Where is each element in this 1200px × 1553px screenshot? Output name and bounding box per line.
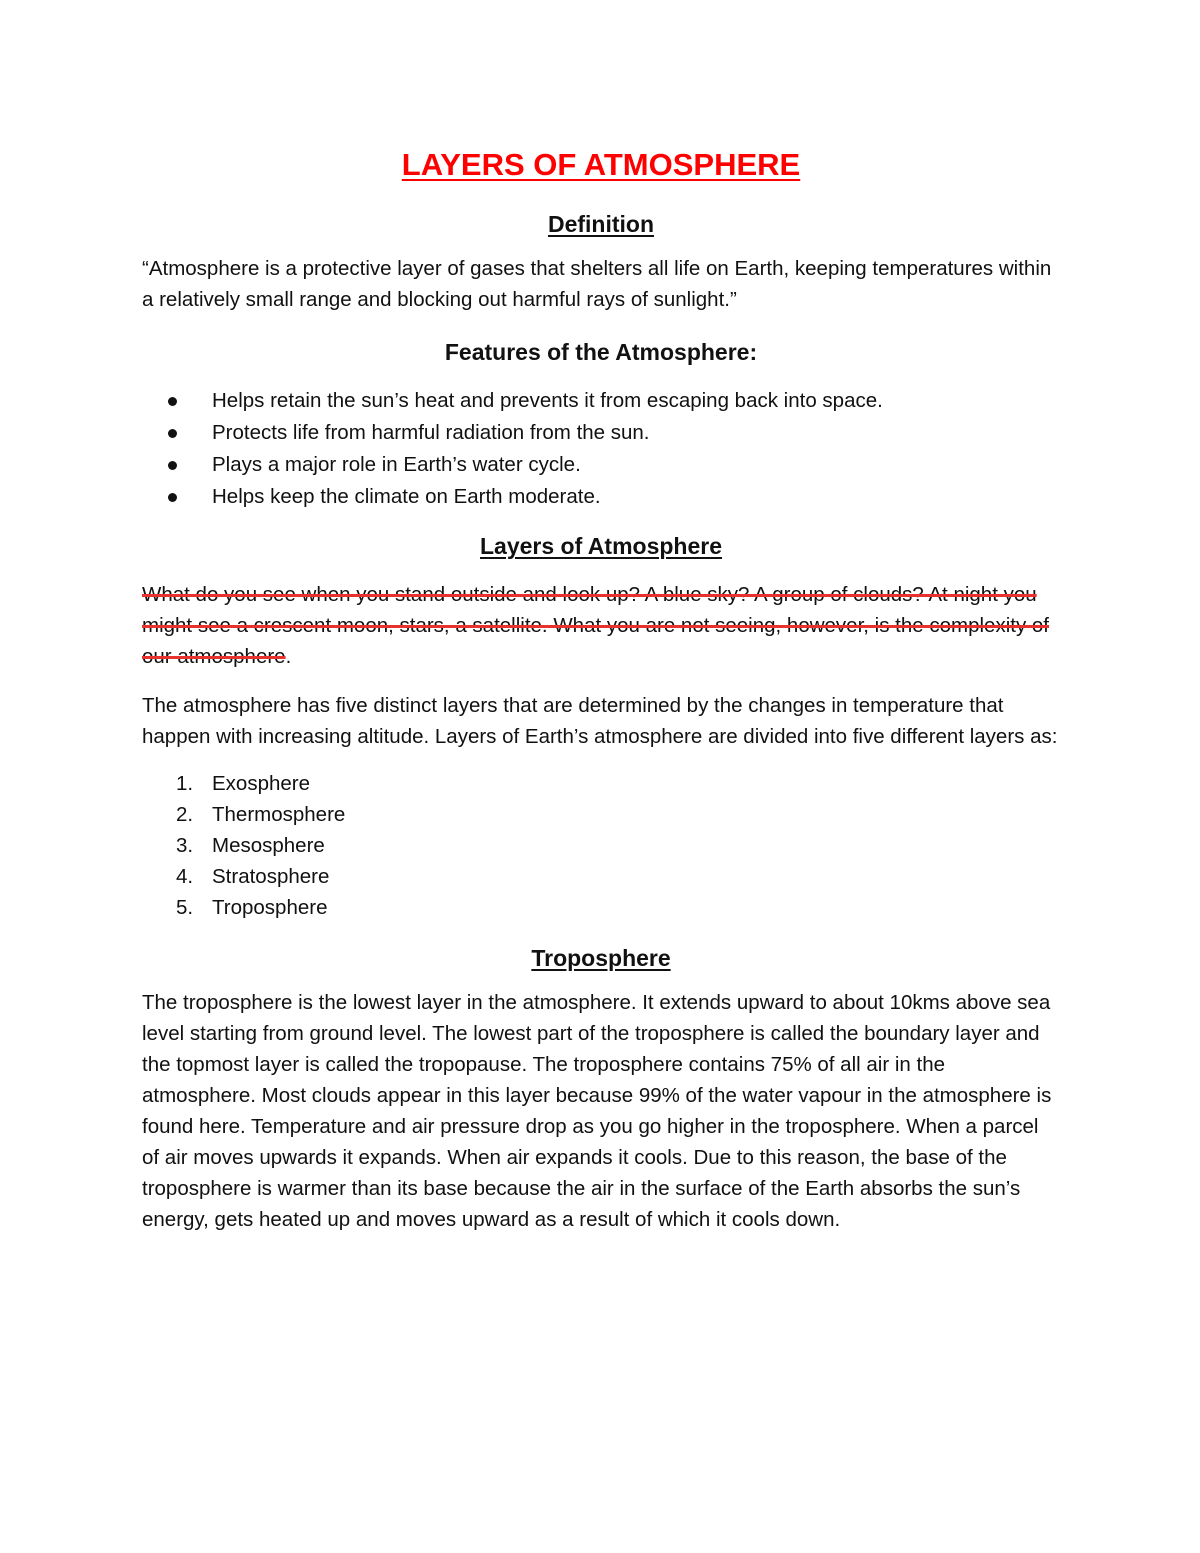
feature-text: Plays a major role in Earth’s water cycle. (212, 453, 581, 476)
layers-heading-text: Layers of Atmosphere (480, 533, 722, 559)
struck-paragraph (142, 579, 1060, 672)
layers-heading (142, 529, 1060, 563)
bullet-icon (168, 397, 177, 406)
list-number: 3. (176, 834, 194, 857)
features-list (142, 385, 1060, 513)
bullet-icon (168, 429, 177, 438)
list-item (142, 861, 1060, 892)
features-heading: Features of the Atmosphere: (444, 339, 758, 365)
document-title: LAYERS OF ATMOSPHERE (401, 147, 801, 182)
list-number: 1. (176, 772, 194, 795)
bullet-icon (168, 461, 177, 470)
definition-heading (142, 207, 1060, 241)
struck-paragraph-end: . (285, 645, 292, 668)
layer-name: Exosphere (212, 772, 311, 795)
troposphere-heading-text: Troposphere (531, 945, 671, 971)
layer-name: Mesosphere (212, 834, 325, 857)
list-item (142, 449, 1060, 481)
definition-heading-text: Definition (547, 211, 655, 237)
list-item (142, 768, 1060, 799)
struck-text: What do you see when you stand outside and look up? A blue sky? A group of clouds? At night you might see a crescent moon, stars, a satellite. What you are not seeing, however, is the complexity of our atmosphere (142, 583, 1049, 668)
list-item (142, 481, 1060, 513)
list-item (142, 892, 1060, 923)
layer-name: Stratosphere (212, 865, 330, 888)
list-item (142, 417, 1060, 449)
layer-name: Thermosphere (212, 803, 346, 826)
list-item (142, 799, 1060, 830)
list-number: 2. (176, 803, 194, 826)
feature-text: Protects life from harmful radiation from the sun. (212, 421, 650, 444)
list-item (142, 385, 1060, 417)
list-number: 5. (176, 896, 194, 919)
feature-text: Helps keep the climate on Earth moderate. (212, 485, 601, 508)
layers-list (142, 768, 1060, 923)
layer-name: Troposphere (212, 896, 328, 919)
layers-intro-text: The atmosphere has five distinct layers that are determined by the changes in temperature that happen with increasing altitude. Layers of Earth’s atmosphere are divided into five different layers as: (142, 694, 1058, 748)
list-item (142, 830, 1060, 861)
feature-text: Helps retain the sun’s heat and prevents it from escaping back into space. (212, 389, 883, 412)
definition-text: “Atmosphere is a protective layer of gases that shelters all life on Earth, keeping temperatures within a relatively small range and blocking out harmful rays of sunlight.” (142, 257, 1052, 311)
bullet-icon (168, 493, 177, 502)
list-number: 4. (176, 865, 194, 888)
troposphere-heading (142, 941, 1060, 975)
troposphere-text: The troposphere is the lowest layer in the atmosphere. It extends upward to about 10kms above sea level starting from ground level. The lowest part of the troposphere is called the boundary layer and the topmost layer is called the tropopause. The troposphere contains 75% of all air in the atmosphere. Most clouds appear in this layer because 99% of the water vapour in the atmosphere is found here. Temperature and air pressure drop as you go higher in the troposphere. When a parcel of air moves upwards it expands. When air expands it cools. Due to this reason, the base of the troposphere is warmer than its base because the air in the surface of the Earth absorbs the sun’s energy, gets heated up and moves upward as a result of which it cools down. (142, 991, 1052, 1231)
